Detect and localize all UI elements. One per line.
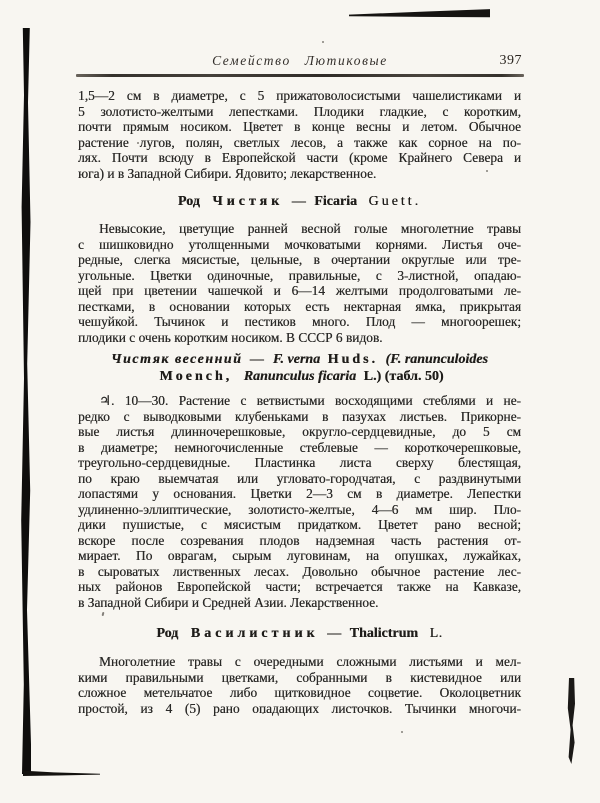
genus-author: L. bbox=[429, 626, 443, 641]
text-line: 5 золотисто-желтыми лепестками. Плодики гладкие, с коротким, bbox=[78, 103, 521, 119]
text-line: 1,5—2 см в диаметре, с 5 прижатоволосистыми чашелистиками и bbox=[78, 88, 521, 103]
genus-russian-name: Василистник bbox=[190, 626, 319, 641]
paragraph-ranunculus-continuation bbox=[78, 88, 521, 181]
paragraph-genus-ficaria-description bbox=[78, 221, 521, 345]
dash-separator: — bbox=[327, 626, 342, 641]
synonym-latin-name: Ranunculus ficaria bbox=[243, 368, 357, 384]
binding-mark-left bbox=[21, 28, 31, 774]
text-line: по краю выемчатая или угловато-городчатая, с раздвинутыми bbox=[78, 470, 521, 486]
text-line: вскоре после созревания плодов надземная часть растения от- bbox=[78, 532, 521, 548]
running-title: Семейство Лютиковые bbox=[212, 53, 388, 68]
text-line: мирает. По оврагам, сырым луговинам, на опушках, лужайках, bbox=[78, 548, 521, 563]
text-line: лях. Почти всюду в Европейской части (кроме Крайнего Севера и bbox=[78, 150, 521, 165]
synonym-open: (F. ranunculoides bbox=[385, 352, 488, 367]
text-line: угольные. Цветки одиночные, правильные, с 3-листной, опадаю- bbox=[78, 267, 521, 283]
genus-latin-name: Thalictrum bbox=[349, 626, 419, 641]
scan-speck bbox=[401, 731, 403, 733]
dash-separator: — bbox=[291, 194, 306, 209]
scan-mark-right bbox=[567, 678, 575, 764]
genus-russian-name: Чистяк bbox=[212, 194, 284, 209]
header-rule bbox=[76, 74, 524, 77]
text-line: лопастями у основания. Цветки 2—3 см в диаметре. Лепестки bbox=[78, 486, 521, 501]
page-header bbox=[78, 53, 522, 71]
genus-heading-ficaria bbox=[78, 193, 521, 210]
species-russian-name: Чистяк весенний bbox=[111, 352, 243, 367]
text-line: удлиненно-эллиптические, золотисто-желтые, 4—6 мм шир. Пло- bbox=[78, 501, 521, 517]
text-line: дики пушистые, с мясистым придатком. Цветет рано весной; bbox=[78, 517, 521, 532]
text-line: плодики с очень коротким носиком. В СССР 6 видов. bbox=[78, 329, 383, 345]
text-line: редные, слегка мясистые, цельные, в очертании округлые или тре- bbox=[78, 252, 521, 267]
text-line: сложное метельчатое либо щитковидное соцветие. Околоцветник bbox=[78, 685, 521, 700]
species-heading-line bbox=[78, 369, 521, 386]
text-line: растение лугов, полян, светлых лесов, а также как сорное на по- bbox=[78, 134, 521, 150]
text-line: в Западной Сибири и Средней Азии. Лекарственное. bbox=[78, 594, 379, 610]
text-line: кими правильными цветками, собранными в кистевидное или bbox=[78, 669, 521, 685]
text-column bbox=[78, 88, 521, 716]
text-line: в диаметре; немногочисленные стеблевые — короткочерешковые, bbox=[78, 439, 521, 455]
page-number: 397 bbox=[499, 53, 522, 68]
text-line: Невысокие, цветущие ранней весной голые многолетние травы bbox=[99, 221, 521, 236]
text-line: Многолетние травы с очередными сложными листьями и мел- bbox=[99, 654, 521, 669]
text-line: щей при цветении чашечкой и 6—14 желтыми продолговатыми ле- bbox=[78, 283, 521, 298]
genus-label: Род bbox=[156, 626, 179, 641]
text-line: чешуйкой. Тычинок и пестиков много. Плод — многоорешек; bbox=[78, 314, 521, 329]
species-heading-ficaria-verna bbox=[78, 352, 521, 385]
paragraph-species-ficaria-verna-description bbox=[78, 393, 521, 610]
text-line: с шишковидно утолщенными мочковатыми корнями. Листья оче- bbox=[78, 236, 521, 252]
text-line: ных районов Европейской части; встречается также на Кавказе, bbox=[78, 579, 521, 594]
scan-speck bbox=[322, 41, 324, 43]
genus-label: Род bbox=[177, 194, 200, 209]
paragraph-genus-thalictrum-description bbox=[78, 654, 521, 716]
text-line: треугольно-сердцевидные. Пластинка листа сверху блестящая, bbox=[78, 455, 521, 470]
scan-mark-top-right bbox=[349, 9, 490, 18]
text-line: простой, из 4 (5) рано опадающих листочков. Тычинки многочи- bbox=[78, 700, 521, 716]
text-line: почти прямым носиком. Цветет в конце весны и летом. Обычное bbox=[78, 119, 521, 134]
genus-latin-name: Ficaria bbox=[314, 194, 357, 209]
species-author: Huds. bbox=[327, 352, 378, 367]
binding-mark-foot bbox=[23, 770, 100, 776]
text-line: в сыроватых лиственных лесах. Довольно обычное растение лес- bbox=[78, 563, 521, 579]
genus-heading-thalictrum bbox=[78, 625, 521, 642]
synonym-author: Moench, bbox=[159, 368, 233, 384]
dash-separator: — bbox=[249, 352, 266, 367]
text-line: ♃. 10—30. Растение с ветвистыми восходящими стеблями и не- bbox=[99, 393, 521, 408]
text-line: пестками, в основании которых есть нектарная ямка, прикрытая bbox=[78, 298, 521, 314]
genus-author: Guett. bbox=[368, 194, 422, 209]
text-line: юга) и в Западной Сибири. Ядовито; лекарственное. bbox=[78, 165, 377, 181]
text-line: редко с выводковыми клубеньками в пазухах листьев. Прикорне- bbox=[78, 408, 521, 424]
species-heading-line bbox=[78, 352, 521, 369]
text-line: вые листья длинночерешковые, округло-сердцевидные, до 5 см bbox=[78, 424, 521, 439]
species-heading-tail: L.) (табл. 50) bbox=[363, 368, 444, 384]
species-latin-name: F. verna bbox=[272, 352, 321, 367]
